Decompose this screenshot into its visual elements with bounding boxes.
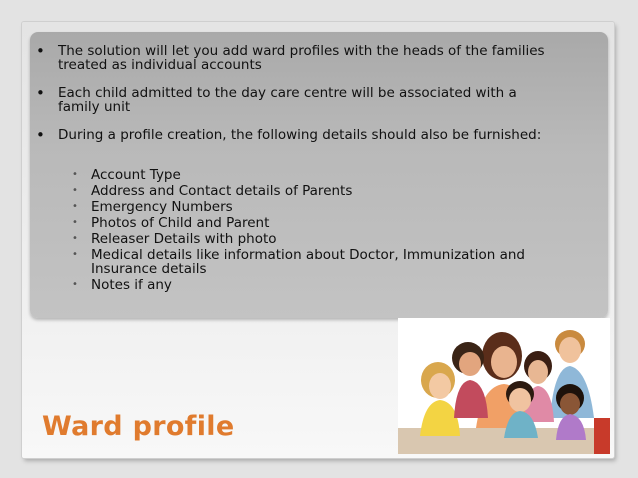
bullet-marker: • bbox=[36, 42, 45, 60]
sub-bullet-line: Address and Contact details of Parents bbox=[91, 183, 353, 199]
sub-bullet-item bbox=[69, 216, 589, 230]
sub-bullet-marker: • bbox=[72, 169, 78, 180]
sub-bullet-item bbox=[69, 232, 589, 246]
bullet-item bbox=[36, 86, 596, 114]
bullet-line: family unit bbox=[58, 99, 131, 115]
sub-bullet-marker: • bbox=[72, 279, 78, 290]
sub-bullet-marker: • bbox=[72, 201, 78, 212]
sub-bullet-marker: • bbox=[72, 233, 78, 244]
sub-bullet-line: Insurance details bbox=[91, 261, 207, 277]
sub-bullet-line: Releaser Details with photo bbox=[91, 231, 277, 247]
sub-bullet-marker: • bbox=[72, 217, 78, 228]
sub-bullet-item bbox=[69, 168, 589, 182]
bullet-item bbox=[36, 44, 596, 72]
sub-bullet-line: Notes if any bbox=[91, 277, 172, 293]
sub-bullet-item bbox=[69, 248, 589, 276]
bullet-line: treated as individual accounts bbox=[58, 57, 262, 73]
bullet-marker: • bbox=[36, 84, 45, 102]
sub-bullet-line: Medical details like information about Doctor, Immunization and bbox=[91, 247, 525, 263]
sub-bullet-line: Account Type bbox=[91, 167, 181, 183]
sub-bullet-item bbox=[69, 184, 589, 198]
bullet-item bbox=[36, 128, 596, 142]
sub-bullet-marker: • bbox=[72, 185, 78, 196]
bullet-line: Each child admitted to the day care centre will be associated with a bbox=[58, 85, 517, 101]
sub-bullet-line: Emergency Numbers bbox=[91, 199, 233, 215]
sub-bullet-list bbox=[69, 168, 589, 294]
bullet-list bbox=[36, 44, 596, 156]
group-of-children-photo bbox=[398, 318, 610, 454]
sub-bullet-item bbox=[69, 278, 589, 292]
sub-bullet-line: Photos of Child and Parent bbox=[91, 215, 270, 231]
bullet-line: The solution will let you add ward profiles with the heads of the families bbox=[58, 43, 545, 59]
bullet-marker: • bbox=[36, 126, 45, 144]
sub-bullet-item bbox=[69, 200, 589, 214]
bullet-line: During a profile creation, the following details should also be furnished: bbox=[58, 127, 542, 143]
sub-bullet-marker: • bbox=[72, 249, 78, 260]
slide-title: Ward profile bbox=[42, 411, 235, 442]
